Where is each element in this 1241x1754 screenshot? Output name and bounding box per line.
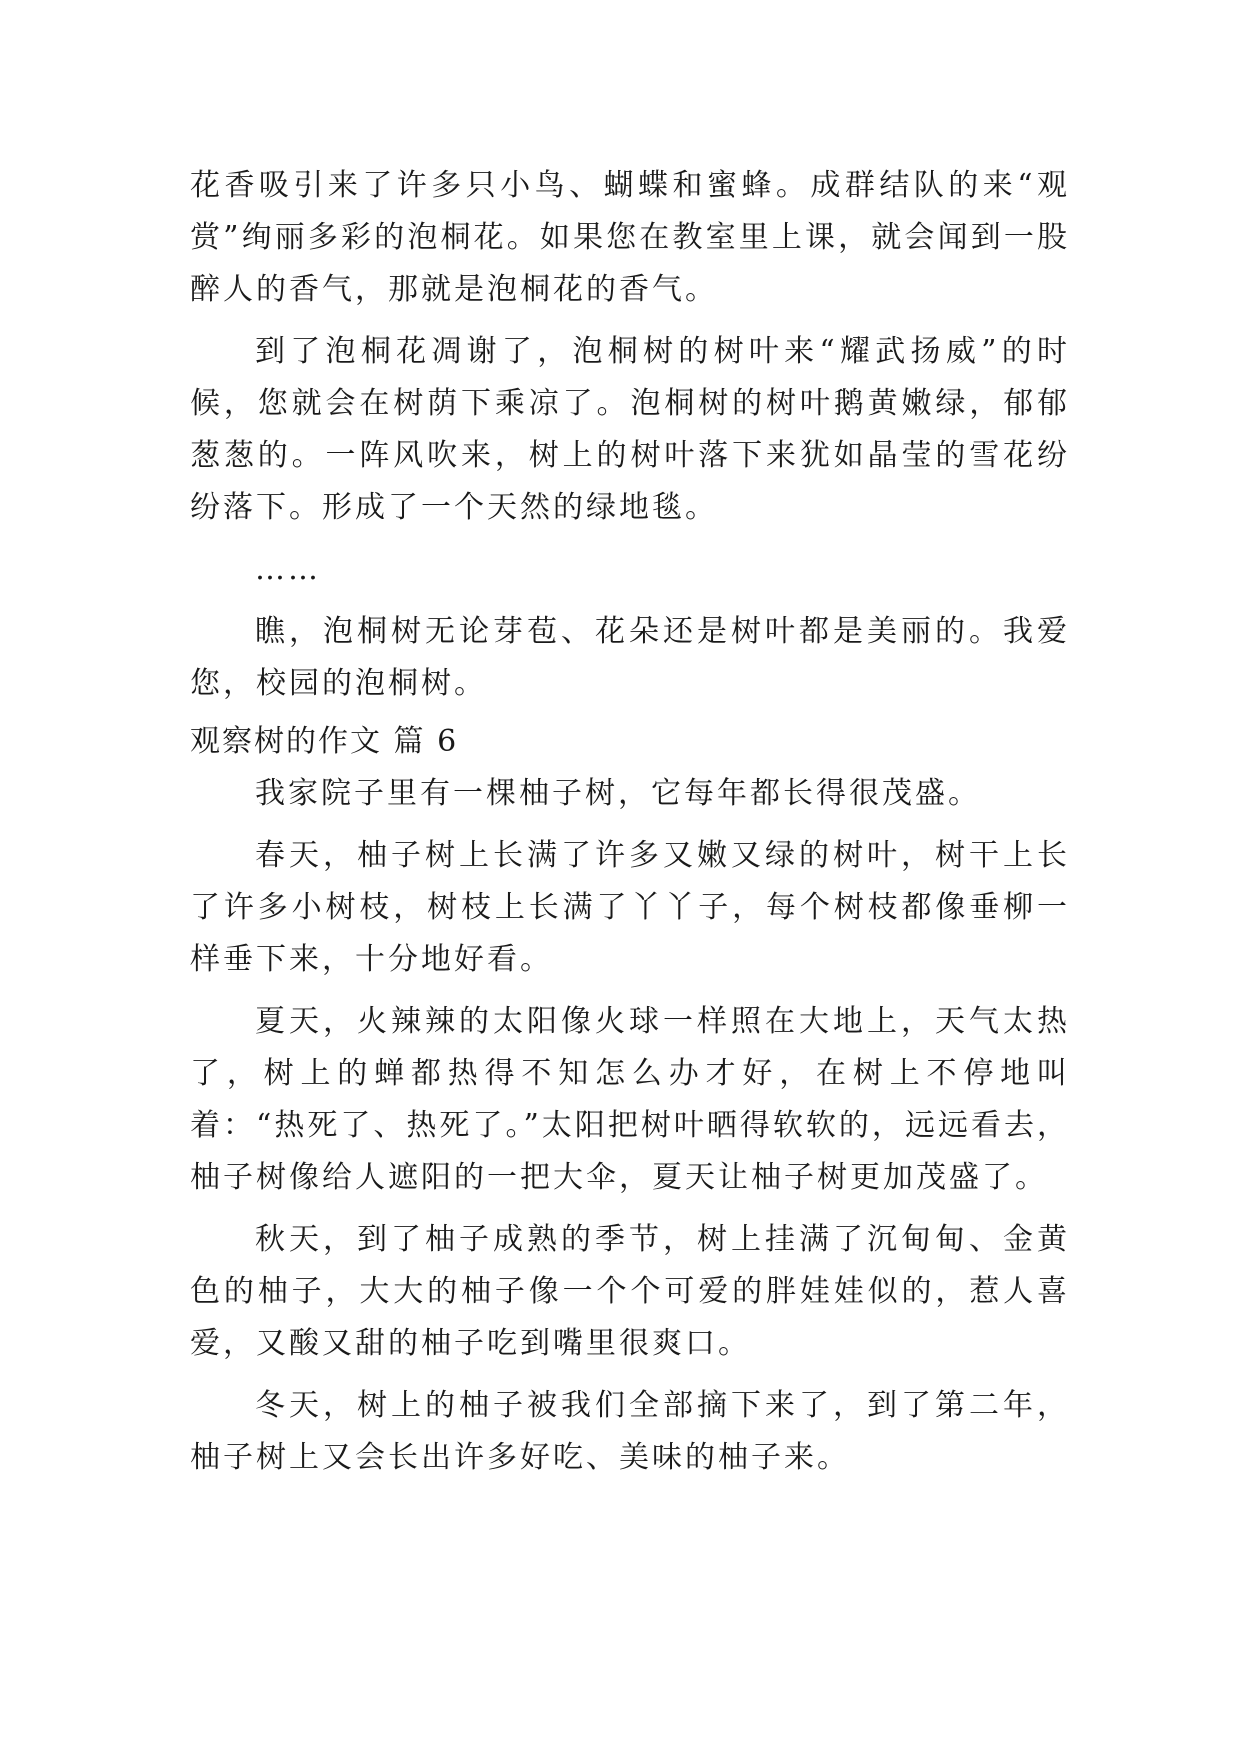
paragraph-flowers-fragrance: 花香吸引来了许多只小鸟、蝴蝶和蜜蜂。成群结队的来“观赏”绚丽多彩的泡桐花。如果您在教室里上课，就会闻到一股醉人的香气，那就是泡桐花的香气。 [190,168,1070,307]
paragraph-ellipsis: …… [255,552,321,587]
paragraph-summer: 夏天，火辣辣的太阳像火球一样照在大地上，天气太热了，树上的蝉都热得不知怎么办才好，在树上不停地叫着：“热死了、热死了。”太阳把树叶晒得软软的，远远看去，柚子树像给人遮阳的一把大伞，夏天让柚子树更加茂盛了。 [190,1004,1070,1195]
paragraph-autumn: 秋天，到了柚子成熟的季节，树上挂满了沉甸甸、金黄色的柚子，大大的柚子像一个个可爱的胖娃娃似的，惹人喜爱，又酸又甜的柚子吃到嘴里很爽口。 [190,1222,1070,1361]
paragraph-winter: 冬天，树上的柚子被我们全部摘下来了，到了第二年，柚子树上又会长出许多好吃、美味的柚子来。 [190,1388,1070,1475]
paragraph-spring: 春天，柚子树上长满了许多又嫩又绿的树叶，树干上长了许多小树枝，树枝上长满了丫丫子，每个树枝都像垂柳一样垂下来，十分地好看。 [190,838,1070,977]
section-title: 观察树的作文 篇 6 [190,724,459,759]
paragraph-conclusion: 瞧，泡桐树无论芽苞、花朵还是树叶都是美丽的。我爱您，校园的泡桐树。 [190,614,1070,701]
paragraph-leaves-shade: 到了泡桐花凋谢了，泡桐树的树叶来“耀武扬威”的时候，您就会在树荫下乘凉了。泡桐树的树叶鹅黄嫩绿，郁郁葱葱的。一阵风吹来，树上的树叶落下来犹如晶莹的雪花纷纷落下。形成了一个天然的绿地毯。 [190,334,1070,525]
document-page [190,160,1070,1494]
paragraph-intro: 我家院子里有一棵柚子树，它每年都长得很茂盛。 [255,776,981,811]
